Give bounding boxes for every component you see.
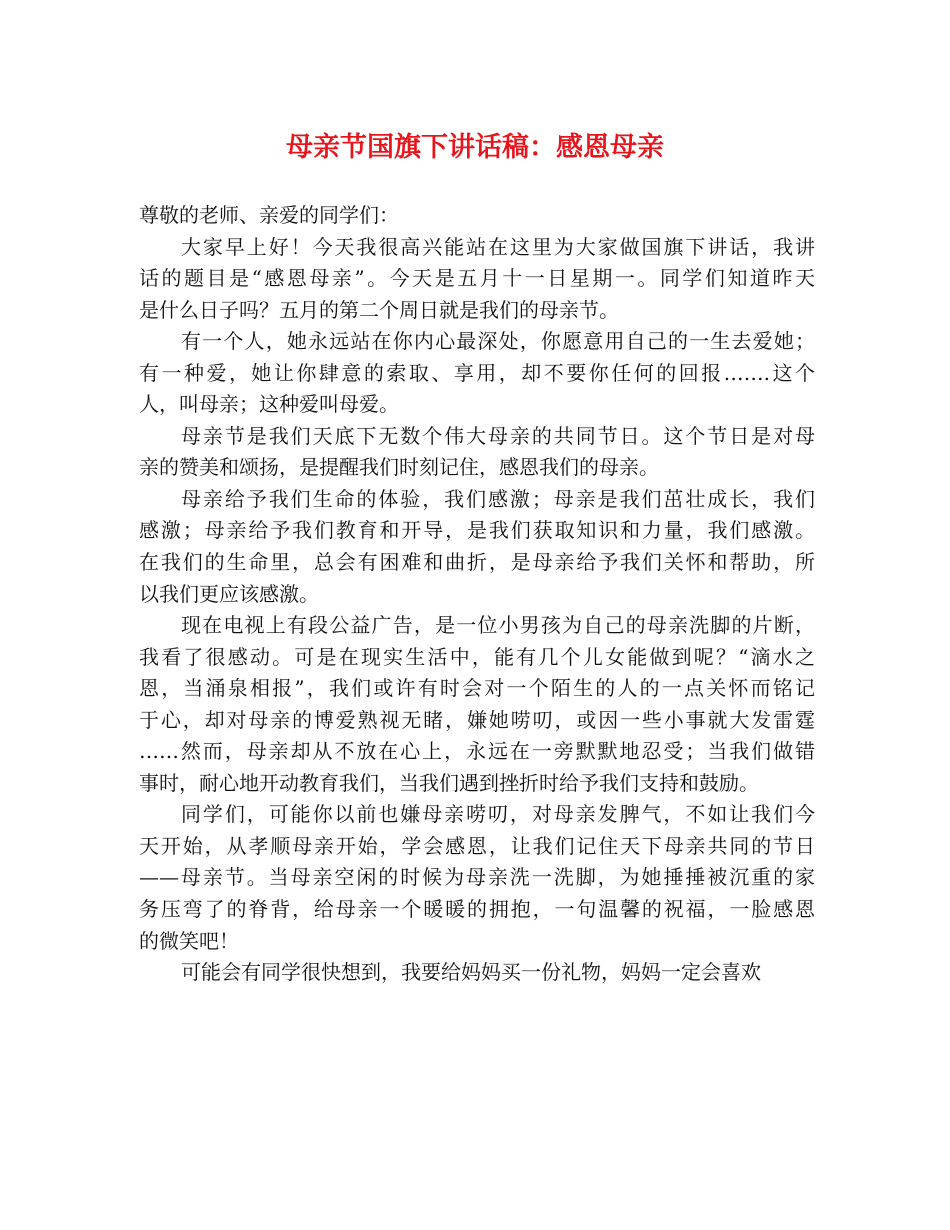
- paragraph-line: 亲的赞美和颂扬，是提醒我们时刻记住，感恩我们的母亲。: [139, 455, 659, 480]
- paragraph-line: 恩，当涌泉相报”，我们或许有时会对一个陌生的人的一点关怀而铭记: [139, 676, 815, 701]
- paragraph: [139, 610, 815, 799]
- paragraph-line: 于心，却对母亲的博爱熟视无睹，嫌她唠叨，或因一些小事就大发雷霆: [139, 707, 815, 732]
- paragraph: [139, 421, 815, 484]
- document-body: [139, 200, 815, 989]
- document-title: 母亲节国旗下讲话稿：感恩母亲: [286, 132, 664, 163]
- paragraph-line: 务压弯了的脊背，给母亲一个暖暖的拥抱，一句温馨的祝福，一脸感恩: [139, 897, 815, 922]
- paragraph-line: 有一个人，她永远站在你内心最深处，你愿意用自己的一生去爱她；: [181, 329, 815, 354]
- paragraph: [139, 232, 815, 327]
- paragraph-line: 以我们更应该感激。: [139, 581, 319, 606]
- paragraph: [139, 799, 815, 957]
- paragraph-line: ——母亲节。当母亲空闲的时候为母亲洗一洗脚，为她捶捶被沉重的家: [139, 865, 815, 890]
- paragraph: [139, 484, 815, 610]
- paragraph-line: 的微笑吧！: [139, 928, 239, 953]
- paragraph-line: 大家早上好！今天我很高兴能站在这里为大家做国旗下讲话，我讲: [181, 234, 815, 259]
- greeting-line: 尊敬的老师、亲爱的同学们：: [139, 203, 399, 227]
- paragraph-line: 有一种爱，她让你肆意的索取、享用，却不要你任何的回报…….这个: [139, 360, 815, 385]
- paragraph-line: 母亲给予我们生命的体验，我们感激；母亲是我们茁壮成长，我们: [181, 486, 815, 511]
- paragraph-line: 天开始，从孝顺母亲开始，学会感恩，让我们记住天下母亲共同的节日: [139, 833, 815, 858]
- paragraph: [139, 957, 815, 989]
- paragraph-line: 事时，耐心地开动教育我们，当我们遇到挫折时给予我们支持和鼓励。: [139, 770, 759, 795]
- paragraph-line: 在我们的生命里，总会有困难和曲折，是母亲给予我们关怀和帮助，所: [139, 550, 815, 575]
- paragraph-line: 话的题目是“感恩母亲”。今天是五月十一日星期一。同学们知道昨天: [139, 266, 815, 291]
- paragraph-line: 人，叫母亲；这种爱叫母爱。: [139, 392, 399, 417]
- paragraph-line: 母亲节是我们天底下无数个伟大母亲的共同节日。这个节日是对母: [181, 423, 815, 448]
- paragraph-line: ……然而，母亲却从不放在心上，永远在一旁默默地忍受；当我们做错: [139, 739, 815, 764]
- paragraph-line: 我看了很感动。可是在现实生活中，能有几个儿女能做到呢？“滴水之: [139, 644, 815, 669]
- paragraph-line: 感激；母亲给予我们教育和开导，是我们获取知识和力量，我们感激。: [139, 518, 815, 543]
- paragraph-line: 是什么日子吗？五月的第二个周日就是我们的母亲节。: [139, 297, 619, 322]
- paragraph-line: 现在电视上有段公益广告，是一位小男孩为自己的母亲洗脚的片断，: [181, 613, 815, 638]
- paragraph-line: 同学们，可能你以前也嫌母亲唠叨，对母亲发脾气，不如让我们今: [181, 802, 815, 827]
- paragraph-line: 可能会有同学很快想到，我要给妈妈买一份礼物，妈妈一定会喜欢: [181, 960, 761, 985]
- paragraph: [139, 326, 815, 421]
